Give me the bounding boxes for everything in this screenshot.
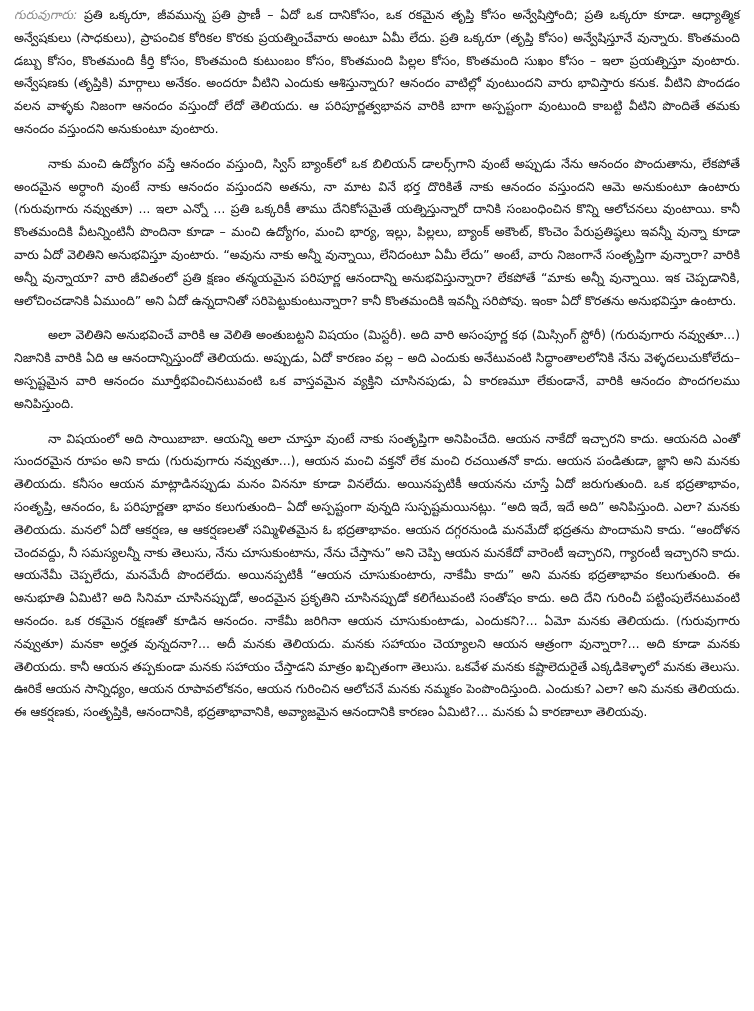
paragraph-4: నా విషయంలో అది సాయిబాబా. ఆయన్ని అలా చూస్తూ వుంటే నాకు సంతృప్తిగా అనిపించేది. ఆయన నాకేదో ఇచ్చారని కాదు. ఆయనది ఎంతో సుందరమైన రూపం అని కాదు (గురువుగారు నవ్వుతూ...), ఆయన మంచి వక్తనో లేక మంచి రచయితనో కాదు. ఆయన పండితుడా, జ్ఞాని అని మనకు తెలియదు. కనీసం ఆయన మాట్లాడినప్పుడు మనం విననూ కూడా వినలేదు. అయినప్పటికీ ఆయనను చూస్తే ఏదో జరుగుతుంది. ఒక భద్రతాభావం, సంతృప్తి, ఆనందం, ఓ పరిపూర్ణతా భావం కలుగుతుంది– ఏదో అస్పష్టంగా వున్నది సుస్పష్టమయినట్లు. “అది ఇదే, ఇదే అది” అనిపిస్తుంది. ఎలా? మనకు తెలియదు. మనలో ఏదో ఆకర్షణ, ఆ ఆకర్షణలతో సమ్మిళితమైన ఓ భద్రతాభావం. ఆయన దగ్గరనుండి మనమేదో భద్రతను పొందామని కాదు. “ఆందోళన చెందవద్దు, నీ సమస్యలన్నీ నాకు తెలుసు, నేను చూసుకుంటాను, నేను చేస్తాను” అని చెప్పి ఆయన మనకేదో వారెంటీ ఇచ్చారని, గ్యారంటీ ఇచ్చారని కాదు. ఆయనేమీ చెప్పలేదు, మనమేదీ పొందలేదు. అయినప్పటికీ “ఆయన చూసుకుంటారు, నాకేమీ కాదు” అని మనకు భద్రతాభావం కలుగుతుంది. ఈ అనుభూతి ఏమిటి? అది సినిమా చూసినప్పుడో, అందమైన ప్రకృతిని చూసినప్పుడో కలిగేటువంటి సంతోషం కాదు. అది దేని గురించీ పట్టింపులేనటువంటి ఆనందం. ఒక రకమైన రక్షణతో కూడిన ఆనందం. నాకేమీ జరిగినా ఆయన చూసుకుంటాడు, ఎందుకని?... ఏమో మనకు తెలియదు. (గురువుగారు నవ్వుతూ) మనకా అర్హత వున్నదనా?... అదీ మనకు తెలియదు. మనకు సహాయం చెయ్యాలని ఆయన ఆత్రంగా వున్నారా?... అది కూడా మనకు తెలియదు. కానీ ఆయన తప్పకుండా మనకు సహాయం చేస్తాడని మాత్రం ఖచ్చితంగా తెలుసు. ఒకవేళ మనకు కష్టాలెదురైతే ఎక్కడికెళ్ళాలో మనకు తెలుసు. ఊరికే ఆయన సాన్నిధ్యం, ఆయన రూపావలోకనం, ఆయన గురించిన ఆలోచనే మనకు నమ్మకం పెంపొందిస్తుంది. ఎందుకు? ఎలా? అని మనకు తెలియదు. ఈ ఆకర్షణకు, సంతృప్తికి, ఆనందానికి, భద్రతాభావానికి, అవ్యాజమైన ఆనందానికి కారణం ఏమిటి?... మనకు ఏ కారణాలూ తెలియవు. xyxy=(14,430,740,720)
paragraph-2: నాకు మంచి ఉద్యోగం వస్తే ఆనందం వస్తుంది, స్విస్ బ్యాంక్‌లో ఒక బిలియన్ డాలర్స్‌గాని వుంటే అప్పుడు నేను ఆనందం పొందుతాను, లేకపోతే అందమైన అర్ధాంగి వుంటే నాకు ఆనందం వస్తుందని అతను, నా మాట వినే భర్త దొరికితే నాకు ఆనందం వస్తుందని ఆమె అనుకుంటూ ఉంటారు (గురువుగారు నవ్వుతూ) ... ఇలా ఎన్నో ... ప్రతి ఒక్కరికీ తాము దేనికోసమైతే యత్నిస్తున్నారో దానికి సంబంధించిన కొన్ని ఆలోచనలు వుంటాయి. కానీ కొంతమందికి వీటన్నింటినీ పొందినా కూడా – మంచి ఉద్యోగం, మంచి భార్య, ఇల్లు, పిల్లలు, బ్యాంక్ అకౌంట్, కొంచెం పేరుప్రతిష్ఠలు ఇవన్నీ వున్నా కూడా వారు ఏదో వెలితిని అనుభవిస్తూ వుంటారు. “అవును నాకు అన్నీ వున్నాయి, లేనిదంటూ ఏమీ లేదు” అంటే, వారు నిజంగానే సంతృప్తిగా వున్నారా? వారికి అన్నీ వున్నాయా? వారి జీవితంలో ప్రతి క్షణం తన్మయమైన పరిపూర్ణ ఆనందాన్ని అనుభవిస్తున్నారా? లేకపోతే “మాకు అన్నీ వున్నాయి. ఇక చెప్పడానికి, ఆలోచించడానికి ఏముంది” అని ఏదో ఉన్నదానితో సరిపెట్టుకుంటున్నారా? కానీ కొంతమందికి ఇవన్నీ సరిపోవు. ఇంకా ఏదో కొరతను అనుభవిస్తూ ఉంటారు. xyxy=(14,155,740,308)
paragraph-1 xyxy=(14,4,740,141)
paragraph-3: అలా వెలితిని అనుభవించే వారికి ఆ వెలితి అంతుబట్టని విషయం (మిస్టరీ). అది వారి అసంపూర్ణ కథ (మిస్సింగ్ స్టోరీ) (గురువుగారు నవ్వుతూ...) నిజానికి వారికి ఏది ఆ ఆనందాన్నిస్తుందో తెలియదు. అప్పుడు, ఏదో కారణం వల్ల – అది ఎందుకు అనేటువంటి సిద్ధాంతాలలోనికి నేను వెళ్ళదలుచుకోలేదు– అస్పష్టమైన వారి ఆనందం మూర్తీభవించినటువంటి ఒక వాస్తవమైన వ్యక్తిని చూసినపుడు, ఏ కారణమూ లేకుండానే, వారికి ఆనందం పొందగలము అనిపిస్తుంది. xyxy=(14,327,740,411)
paragraph-1-text: ప్రతి ఒక్కరూ, జీవమున్న ప్రతి ప్రాణీ – ఏదో ఒక దానికోసం, ఒక రకమైన తృప్తి కోసం అన్వేషిస్తోంది; ప్రతి ఒక్కరూ కూడా. ఆధ్యాత్మిక అన్వేషకులు (సాధకులు), ప్రాపంచిక కోరికల కొరకు ప్రయత్నించేవారు అంటూ ఏమీ లేదు. ప్రతి ఒక్కరూ (తృప్తి కోసం) అన్వేషిస్తూనే వున్నారు. కొంతమంది డబ్బు కోసం, కొంతమంది కీర్తి కోసం, కొంతమంది కుటుంబం కోసం, కొంతమంది పిల్లల కోసం, కొంతమంది సుఖం కోసం – ఇలా ప్రయత్నిస్తూ వుంటారు. అన్వేషణకు (తృప్తికి) మార్గాలు అనేకం. అందరూ వీటిని ఎందుకు ఆశిస్తున్నారు? ఆనందం వాటిల్లో వుంటుందని వారు భావిస్తారు కనుక. వీటిని పొందడం వలన వాళ్ళకు నిజంగా ఆనందం వస్తుందో లేదో తెలియదు. ఆ పరిపూర్ణత్వభావన వారికి బాగా అస్పష్టంగా వుంటుంది కాబట్టి వీటిని పొందితే తమకు ఆనందం వస్తుందని అనుకుంటూ వుంటారు. xyxy=(14,7,740,136)
speaker-label: గురువుగారు: xyxy=(14,7,78,22)
